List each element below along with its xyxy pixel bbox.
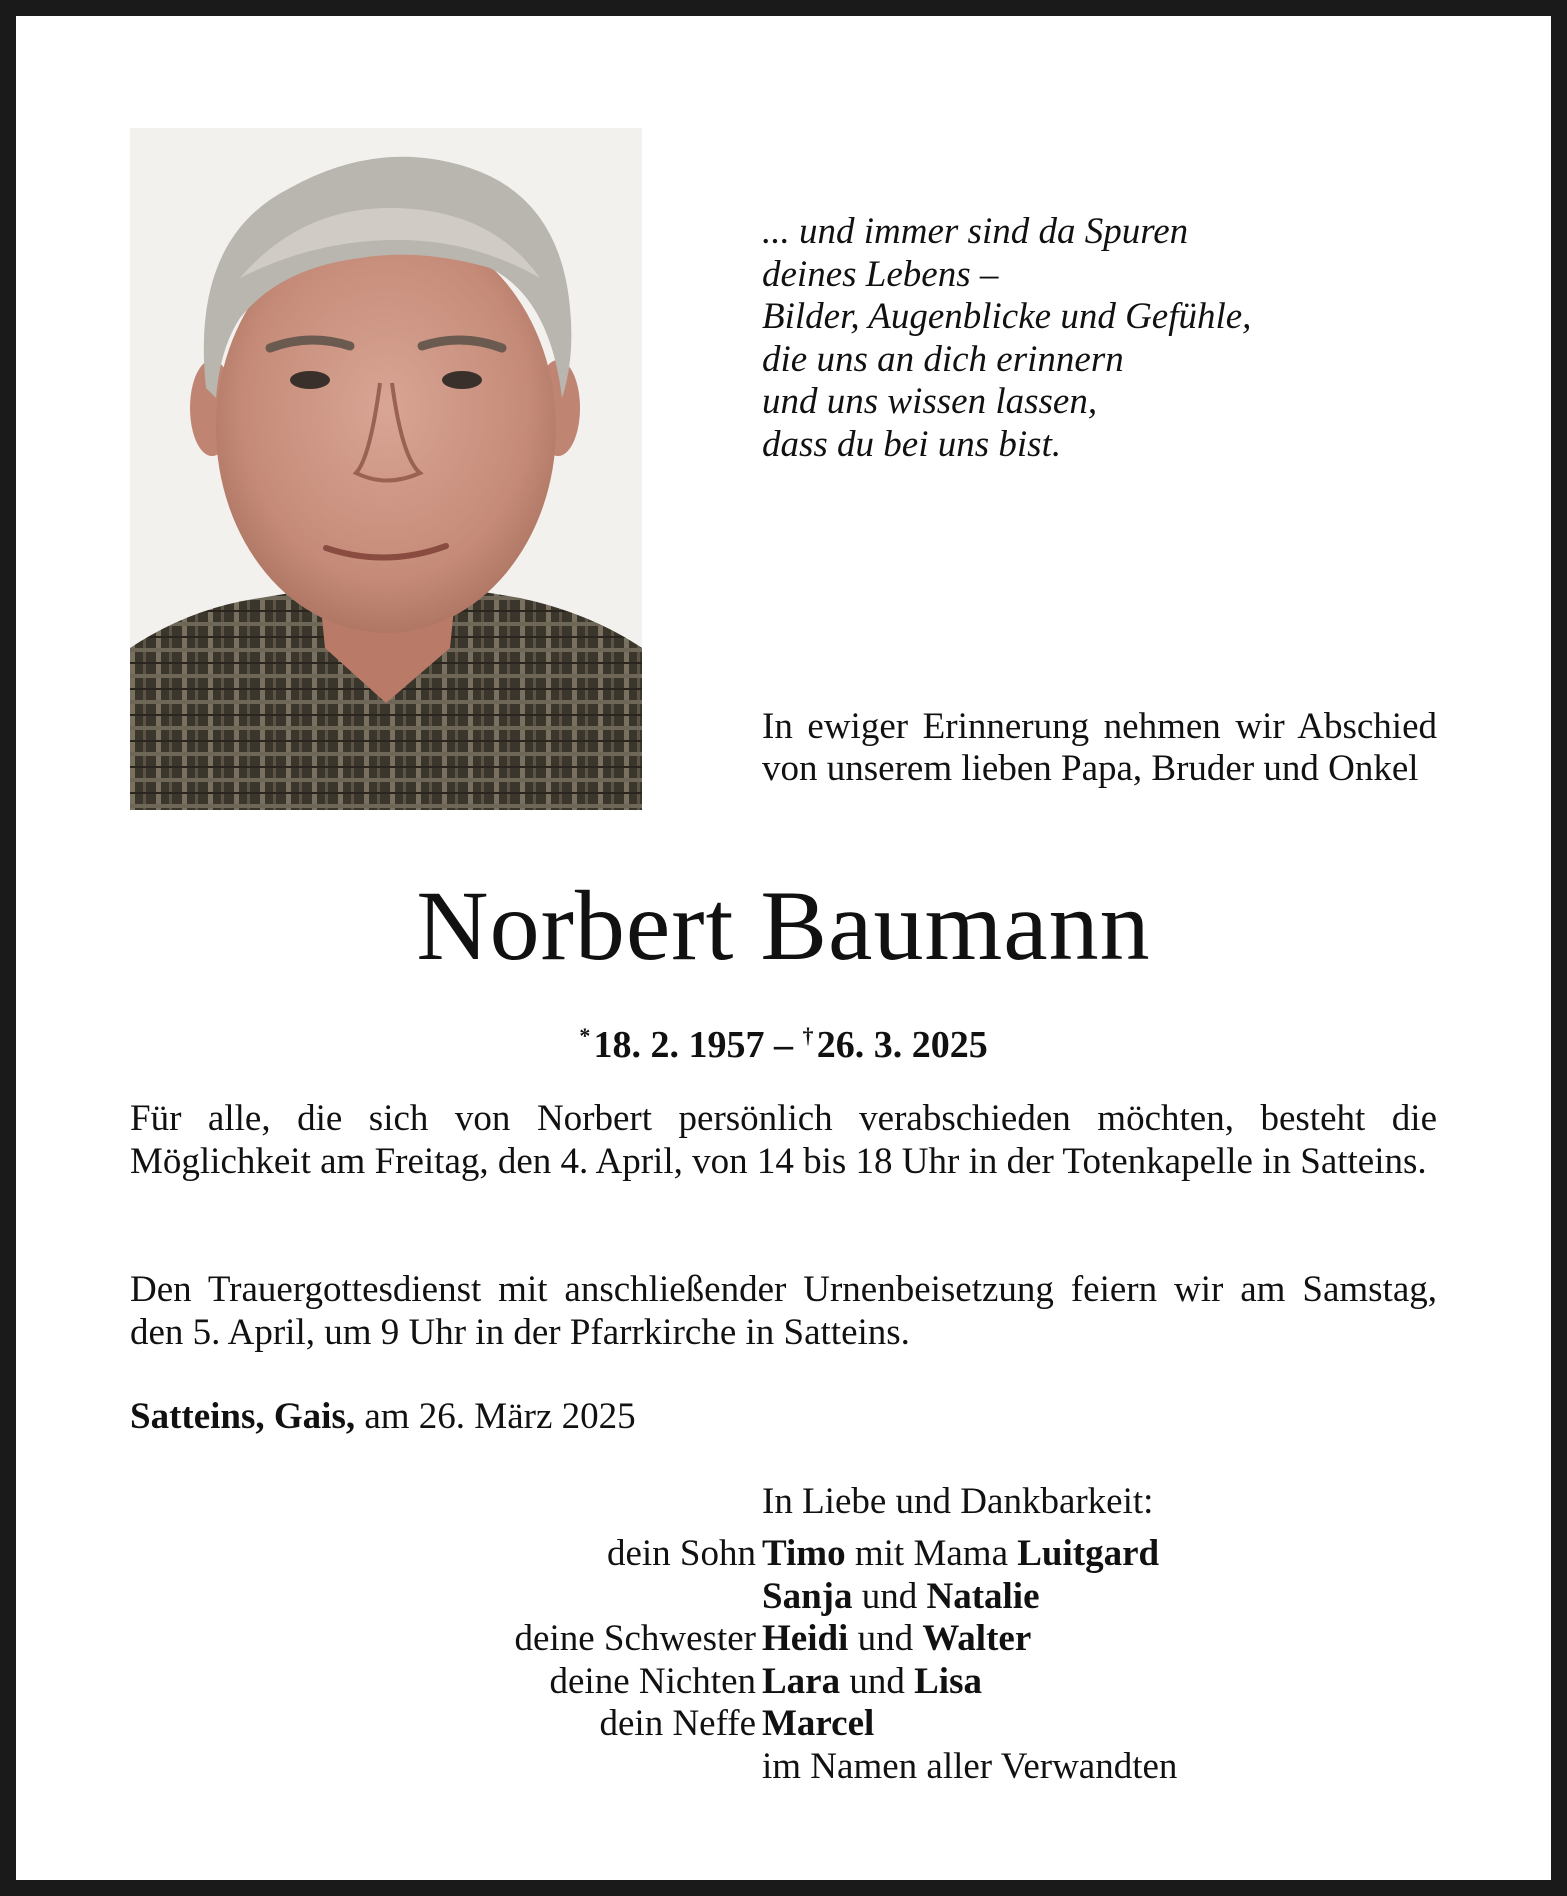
family-row — [316, 1703, 1177, 1746]
family-list — [316, 1533, 1177, 1788]
announcement-date: am 26. März 2025 — [355, 1396, 636, 1437]
family-member-name: Marcel — [762, 1703, 875, 1744]
birth-date: 18. 2. 1957 — [593, 1024, 765, 1066]
family-relation: deine Schwester — [514, 1618, 756, 1659]
family-relation — [316, 1746, 762, 1789]
poem-line: und uns wissen lassen, — [762, 381, 1098, 422]
family-row — [316, 1533, 1177, 1576]
place-date — [130, 1396, 636, 1438]
family-member-name: Sanja — [762, 1575, 853, 1617]
family-row — [316, 1746, 1177, 1789]
family-member-name: Lisa — [914, 1660, 982, 1702]
family-member-name: Heidi — [762, 1618, 849, 1659]
deceased-name: Norbert Baumann — [416, 870, 1151, 981]
family-names — [762, 1661, 982, 1704]
death-date: 26. 3. 2025 — [816, 1024, 988, 1066]
family-names — [762, 1746, 1177, 1789]
intro-text: In ewiger Erinnerung nehmen wir Abschied von unserem lieben Papa, Bruder und Onkel — [762, 706, 1437, 789]
life-dates — [16, 1014, 1551, 1067]
date-separator: – — [764, 1024, 803, 1066]
obituary-card — [16, 16, 1551, 1880]
poem-line: die uns an dich erinnern — [762, 338, 1124, 380]
family-connector: und — [852, 1575, 927, 1617]
family-relation: deine Nichten — [549, 1660, 756, 1702]
family-names — [762, 1576, 1040, 1619]
family-connector: im Namen aller Verwandten — [762, 1745, 1178, 1787]
family-row — [316, 1661, 1177, 1704]
family-row — [316, 1618, 1177, 1661]
family-member-name: Natalie — [926, 1575, 1040, 1617]
death-symbol: † — [802, 1023, 814, 1048]
family-member-name: Luitgard — [1017, 1533, 1160, 1574]
family-connector: und — [848, 1618, 923, 1659]
family-names — [762, 1533, 1159, 1576]
poem — [762, 211, 1462, 466]
family-member-name: Timo — [762, 1533, 846, 1574]
family-relation — [316, 1576, 762, 1619]
poem-line: Bilder, Augenblicke und Gefühle, — [762, 296, 1252, 337]
family-row — [316, 1576, 1177, 1619]
birth-symbol: * — [579, 1023, 591, 1048]
family-names — [762, 1618, 1031, 1661]
poem-line: deines Lebens – — [762, 253, 999, 295]
poem-line: dass du bei uns bist. — [762, 423, 1062, 465]
family-names — [762, 1703, 874, 1746]
portrait-photo — [130, 128, 642, 810]
service-paragraph: Den Trauergottesdienst mit anschließender Urnenbeisetzung feiern wir am Samstag, den 5. April, um 9 Uhr in der Pfarrkirche in Satteins. — [130, 1269, 1437, 1353]
family-connector: und — [840, 1660, 915, 1702]
thanks-line: In Liebe und Dankbarkeit: — [762, 1481, 1154, 1522]
poem-line: ... und immer sind da Spuren — [762, 211, 1189, 252]
place-names: Satteins, Gais, — [130, 1396, 356, 1437]
farewell-paragraph: Für alle, die sich von Norbert persönlich verabschieden möchten, besteht die Möglichkeit am Freitag, den 4. April, von 14 bis 18 Uhr in der Totenkapelle in Satteins. — [130, 1098, 1437, 1182]
family-member-name: Lara — [762, 1660, 841, 1702]
family-member-name: Walter — [922, 1618, 1032, 1659]
family-relation: dein Sohn — [606, 1533, 756, 1574]
family-relation: dein Neffe — [599, 1703, 756, 1744]
family-connector: mit Mama — [845, 1533, 1018, 1574]
